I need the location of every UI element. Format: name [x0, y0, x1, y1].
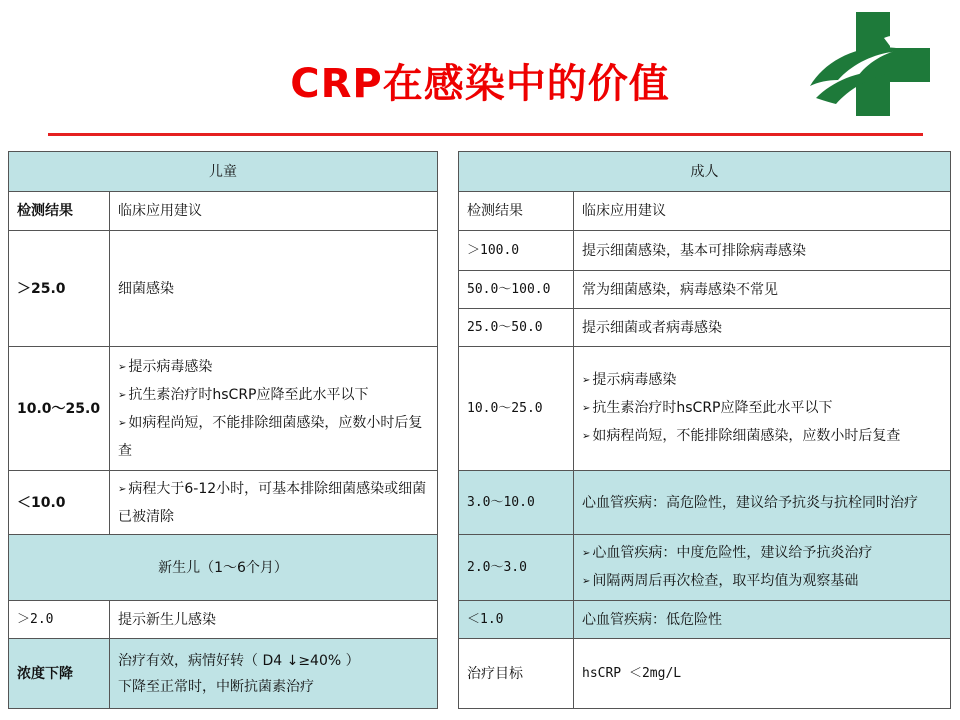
children-r4-advice: 提示新生儿感染: [110, 601, 438, 639]
list-item: ➢ 抗生素治疗时hsCRP应降至此水平以下: [582, 395, 942, 423]
list-item: ➢ 抗生素治疗时hsCRP应降至此水平以下: [118, 382, 429, 410]
children-r2-result: 10.0～25.0: [9, 347, 110, 471]
list-item: 治疗有效，病情好转（ D4 ↓≥40% ）: [118, 652, 360, 669]
children-r4-result: ＞2.0: [9, 601, 110, 639]
children-r1-result: ＞25.0: [9, 231, 110, 347]
list-item: ➢ 心血管疾病：中度危险性，建议给予抗炎治疗: [582, 540, 942, 568]
adults-r3-advice: 提示细菌或者病毒感染: [574, 309, 951, 347]
adults-r4-advice: [574, 347, 951, 471]
list-item: ➢ 提示病毒感染: [582, 367, 942, 395]
adults-r8-advice: hsCRP ＜2mg/L: [574, 639, 951, 709]
adults-r5-result: 3.0～10.0: [459, 471, 574, 535]
children-col-advice: 临床应用建议: [110, 192, 438, 231]
slide-title: CRP在感染中的价值: [290, 61, 670, 107]
children-r5-advice: [110, 639, 438, 709]
adults-col-advice: 临床应用建议: [574, 192, 951, 231]
list-item: ➢ 如病程尚短，不能排除细菌感染，应数小时后复查: [118, 410, 429, 464]
adults-r1-result: ＞100.0: [459, 231, 574, 271]
adults-r2-advice: 常为细菌感染，病毒感染不常见: [574, 271, 951, 309]
children-col-result: 检测结果: [9, 192, 110, 231]
children-r3-result: ＜10.0: [9, 471, 110, 535]
children-header: 儿童: [9, 152, 438, 192]
adults-r3-result: 25.0～50.0: [459, 309, 574, 347]
hospital-logo-icon: [806, 8, 932, 118]
children-r2-advice: [110, 347, 438, 471]
adults-col-result: 检测结果: [459, 192, 574, 231]
adults-r6-result: 2.0～3.0: [459, 535, 574, 601]
adults-r4-result: 10.0～25.0: [459, 347, 574, 471]
children-r3-advice: ➢ 病程大于6-12小时，可基本排除细菌感染或细菌已被清除: [110, 471, 438, 535]
list-item: ➢ 如病程尚短，不能排除细菌感染，应数小时后复查: [582, 423, 942, 451]
adults-r2-result: 50.0～100.0: [459, 271, 574, 309]
adults-r1-advice: 提示细菌感染，基本可排除病毒感染: [574, 231, 951, 271]
adults-r7-result: ＜1.0: [459, 601, 574, 639]
adults-r8-result: 治疗目标: [459, 639, 574, 709]
title-underline: [48, 133, 923, 136]
crp-table: [8, 151, 951, 709]
adults-header: 成人: [459, 152, 951, 192]
newborn-header: 新生儿（1～6个月）: [9, 535, 438, 601]
list-item: ➢ 提示病毒感染: [118, 354, 429, 382]
children-r5-result: 浓度下降: [9, 639, 110, 709]
adults-r6-advice: [574, 535, 951, 601]
children-r1-advice: 细菌感染: [110, 231, 438, 347]
adults-r5-advice: 心血管疾病：高危险性，建议给予抗炎与抗栓同时治疗: [574, 471, 951, 535]
list-item: 下降至正常时，中断抗菌素治疗: [118, 678, 314, 695]
adults-r7-advice: 心血管疾病：低危险性: [574, 601, 951, 639]
list-item: ➢ 间隔两周后再次检查，取平均值为观察基础: [582, 568, 942, 596]
